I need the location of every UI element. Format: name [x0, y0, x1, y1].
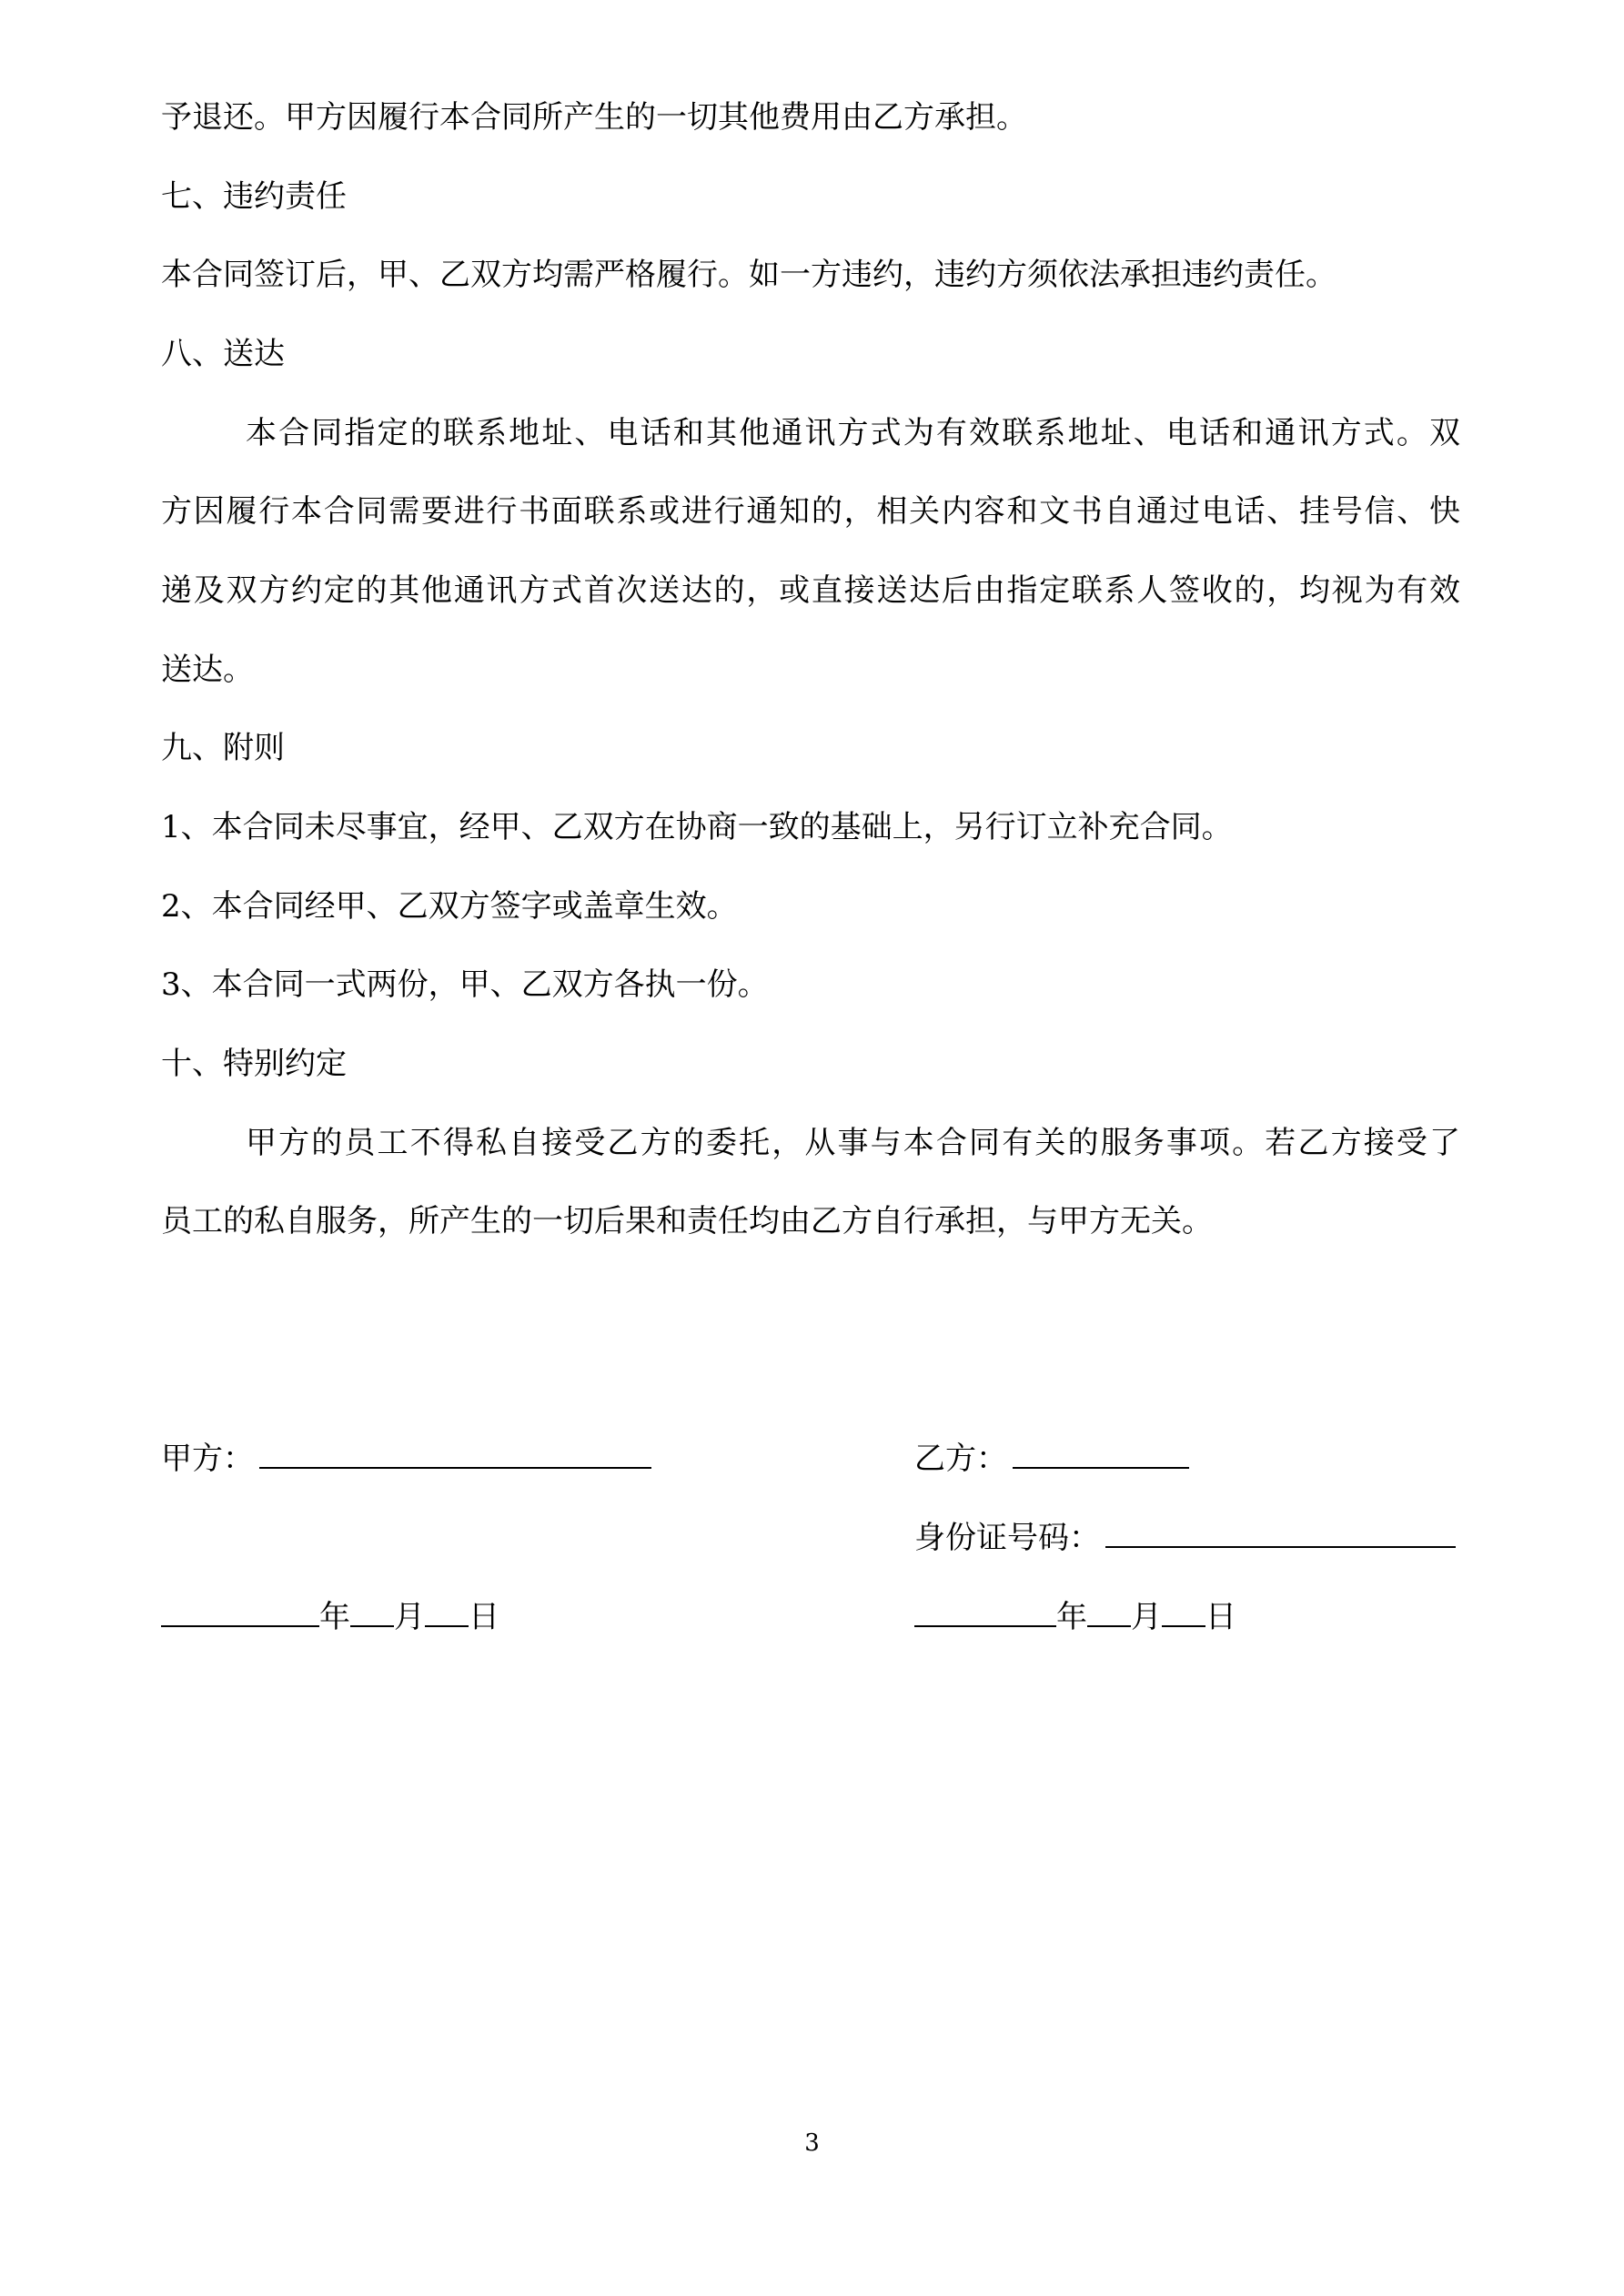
page-number: 3 [804, 2129, 820, 2157]
party-a-date [161, 1597, 499, 1637]
section-heading-appendix: 九、附则 [161, 730, 285, 766]
party-b-signature [914, 1439, 1189, 1479]
day-label: 日 [1205, 1599, 1236, 1635]
month-blank[interactable] [1087, 1598, 1131, 1627]
year-label: 年 [319, 1599, 350, 1635]
paragraph-line: 本合同签订后，甲、乙双方均需严格履行。如一方违约，违约方须依法承担违约责任。 [161, 257, 1337, 293]
paragraph-line: 甲方的员工不得私自接受乙方的委托，从事与本合同有关的服务事项。若乙方接受了 [246, 1125, 1460, 1161]
id-number-blank[interactable] [1105, 1519, 1456, 1548]
month-label: 月 [394, 1599, 425, 1635]
year-blank[interactable] [161, 1598, 319, 1627]
party-b-date [914, 1597, 1236, 1637]
section-heading-delivery: 八、送达 [161, 336, 285, 372]
day-blank[interactable] [425, 1598, 469, 1627]
paragraph-line: 予退还。甲方因履行本合同所产生的一切其他费用由乙方承担。 [161, 99, 1027, 136]
list-item: 3、本合同一式两份，甲、乙双方各执一份。 [161, 966, 769, 1003]
party-a-label: 甲方： [161, 1441, 254, 1477]
party-b-blank[interactable] [1013, 1440, 1189, 1469]
section-heading-breach: 七、违约责任 [161, 178, 347, 215]
paragraph-line: 员工的私自服务，所产生的一切后果和责任均由乙方自行承担，与甲方无关。 [161, 1203, 1213, 1239]
year-blank[interactable] [914, 1598, 1056, 1627]
paragraph-line: 送达。 [161, 652, 254, 688]
month-label: 月 [1131, 1599, 1162, 1635]
party-b-label: 乙方： [914, 1441, 1007, 1477]
party-a-signature [161, 1439, 651, 1479]
day-label: 日 [469, 1599, 499, 1635]
section-heading-special: 十、特别约定 [161, 1046, 347, 1082]
paragraph-line: 本合同指定的联系地址、电话和其他通讯方式为有效联系地址、电话和通讯方式。双 [246, 415, 1460, 451]
day-blank[interactable] [1162, 1598, 1205, 1627]
paragraph-line: 递及双方约定的其他通讯方式首次送达的，或直接送达后由指定联系人签收的，均视为有效 [161, 572, 1460, 609]
paragraph-line: 方因履行本合同需要进行书面联系或进行通知的，相关内容和文书自通过电话、挂号信、快 [161, 493, 1460, 530]
id-number-label: 身份证号码： [914, 1520, 1100, 1556]
id-number-field [914, 1518, 1456, 1558]
year-label: 年 [1056, 1599, 1087, 1635]
month-blank[interactable] [350, 1598, 394, 1627]
list-item: 1、本合同未尽事宜，经甲、乙双方在协商一致的基础上，另行订立补充合同。 [161, 809, 1233, 845]
party-a-blank[interactable] [259, 1440, 651, 1469]
list-item: 2、本合同经甲、乙双方签字或盖章生效。 [161, 888, 738, 925]
